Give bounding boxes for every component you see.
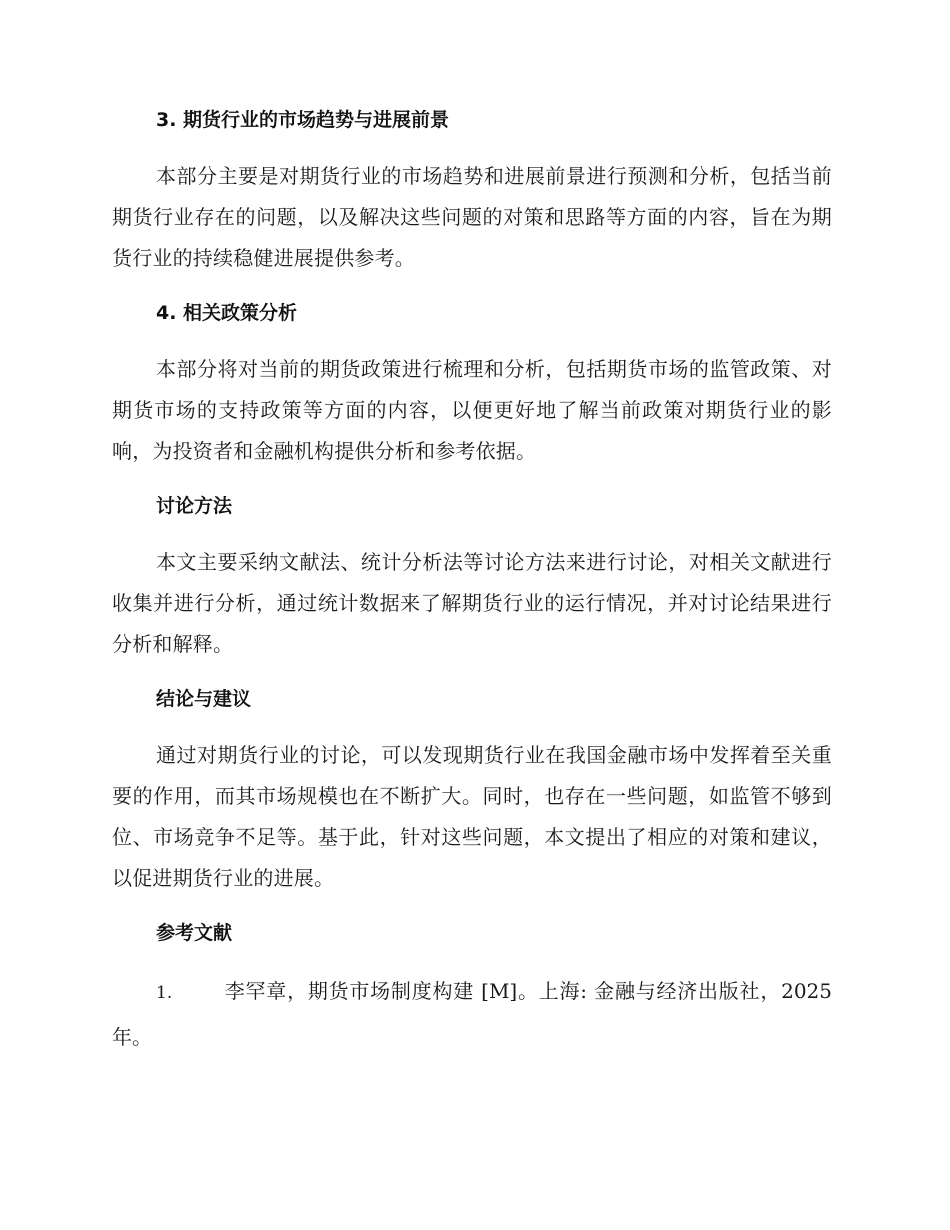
section-body-conclusion: 通过对期货行业的讨论，可以发现期货行业在我国金融市场中发挥着至关重要的作用，而其市场规模也在不断扩大。同时，也存在一些问题，如监管不够到位、市场竞争不足等。基于此，针对这些问题，本文提出了相应的对策和建议，以促进期货行业的进展。 [112,743,832,890]
section-heading-conclusion: 结论与建议 [156,688,252,710]
section-heading-market-trends: 3. 期货行业的市场趋势与进展前景 [156,109,450,131]
reference-number: 1. [156,983,173,1003]
reference-item [112,969,832,1059]
document-content [112,106,832,1059]
section-heading-policy-analysis: 4. 相关政策分析 [156,302,298,324]
section-body-policy-analysis: 本部分将对当前的期货政策进行梳理和分析，包括期货市场的监管政策、对期货市场的支持政策等方面的内容，以便更好地了解当前政策对期货行业的影响，为投资者和金融机构提供分析和参考依据。 [112,357,832,463]
reference-text: 李罕章，期货市场制度构建 [M]。上海: 金融与经济出版社，2025年。 [112,979,832,1049]
section-heading-methods: 讨论方法 [156,495,233,517]
references-heading: 参考文献 [156,922,233,944]
section-body-methods: 本文主要采纳文献法、统计分析法等讨论方法来进行讨论，对相关文献进行收集并进行分析，通过统计数据来了解期货行业的运行情况，并对讨论结果进行分析和解释。 [112,550,832,656]
section-body-market-trends: 本部分主要是对期货行业的市场趋势和进展前景进行预测和分析，包括当前期货行业存在的问题，以及解决这些问题的对策和思路等方面的内容，旨在为期货行业的持续稳健进展提供参考。 [112,164,832,270]
